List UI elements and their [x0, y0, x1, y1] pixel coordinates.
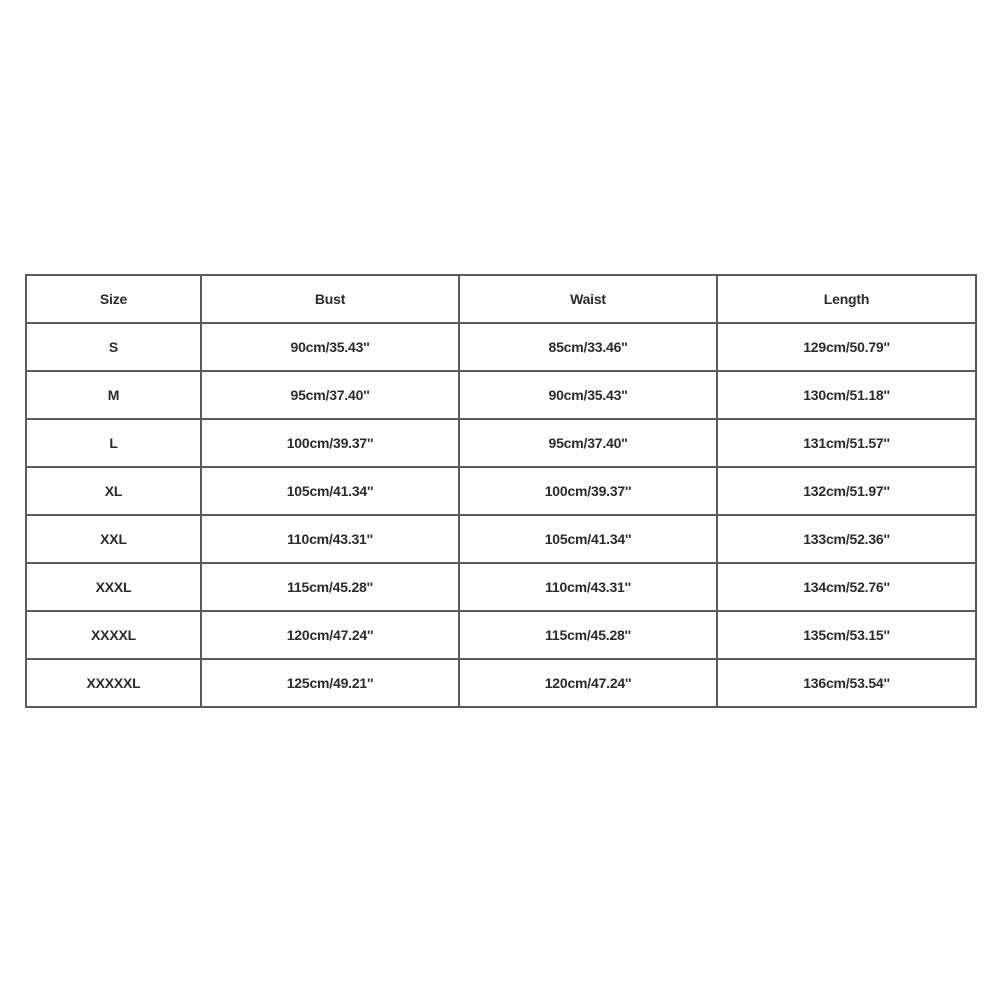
cell-size: M: [26, 371, 201, 419]
table-row: [26, 371, 976, 419]
cell-size: XXXXL: [26, 611, 201, 659]
cell-bust: 120cm/47.24'': [201, 611, 459, 659]
cell-waist: 120cm/47.24'': [459, 659, 717, 707]
cell-length: 132cm/51.97'': [717, 467, 976, 515]
cell-bust: 100cm/39.37'': [201, 419, 459, 467]
cell-length: 136cm/53.54'': [717, 659, 976, 707]
cell-bust: 90cm/35.43'': [201, 323, 459, 371]
cell-waist: 95cm/37.40'': [459, 419, 717, 467]
cell-size: XXXL: [26, 563, 201, 611]
cell-size: S: [26, 323, 201, 371]
cell-size: XXL: [26, 515, 201, 563]
table-row: [26, 659, 976, 707]
cell-size: L: [26, 419, 201, 467]
cell-length: 129cm/50.79'': [717, 323, 976, 371]
header-waist: Waist: [459, 275, 717, 323]
cell-length: 133cm/52.36'': [717, 515, 976, 563]
cell-waist: 90cm/35.43'': [459, 371, 717, 419]
cell-bust: 125cm/49.21'': [201, 659, 459, 707]
cell-bust: 115cm/45.28'': [201, 563, 459, 611]
header-length: Length: [717, 275, 976, 323]
cell-waist: 115cm/45.28'': [459, 611, 717, 659]
size-chart-table: [25, 274, 977, 708]
table-header-row: [26, 275, 976, 323]
cell-length: 134cm/52.76'': [717, 563, 976, 611]
cell-size: XXXXXL: [26, 659, 201, 707]
cell-bust: 105cm/41.34'': [201, 467, 459, 515]
table-row: [26, 515, 976, 563]
cell-length: 131cm/51.57'': [717, 419, 976, 467]
cell-waist: 85cm/33.46'': [459, 323, 717, 371]
cell-bust: 110cm/43.31'': [201, 515, 459, 563]
table-row: [26, 563, 976, 611]
table-row: [26, 323, 976, 371]
table-row: [26, 467, 976, 515]
table-row: [26, 611, 976, 659]
cell-waist: 105cm/41.34'': [459, 515, 717, 563]
header-bust: Bust: [201, 275, 459, 323]
cell-waist: 110cm/43.31'': [459, 563, 717, 611]
table-row: [26, 419, 976, 467]
cell-bust: 95cm/37.40'': [201, 371, 459, 419]
cell-size: XL: [26, 467, 201, 515]
cell-waist: 100cm/39.37'': [459, 467, 717, 515]
cell-length: 130cm/51.18'': [717, 371, 976, 419]
cell-length: 135cm/53.15'': [717, 611, 976, 659]
header-size: Size: [26, 275, 201, 323]
